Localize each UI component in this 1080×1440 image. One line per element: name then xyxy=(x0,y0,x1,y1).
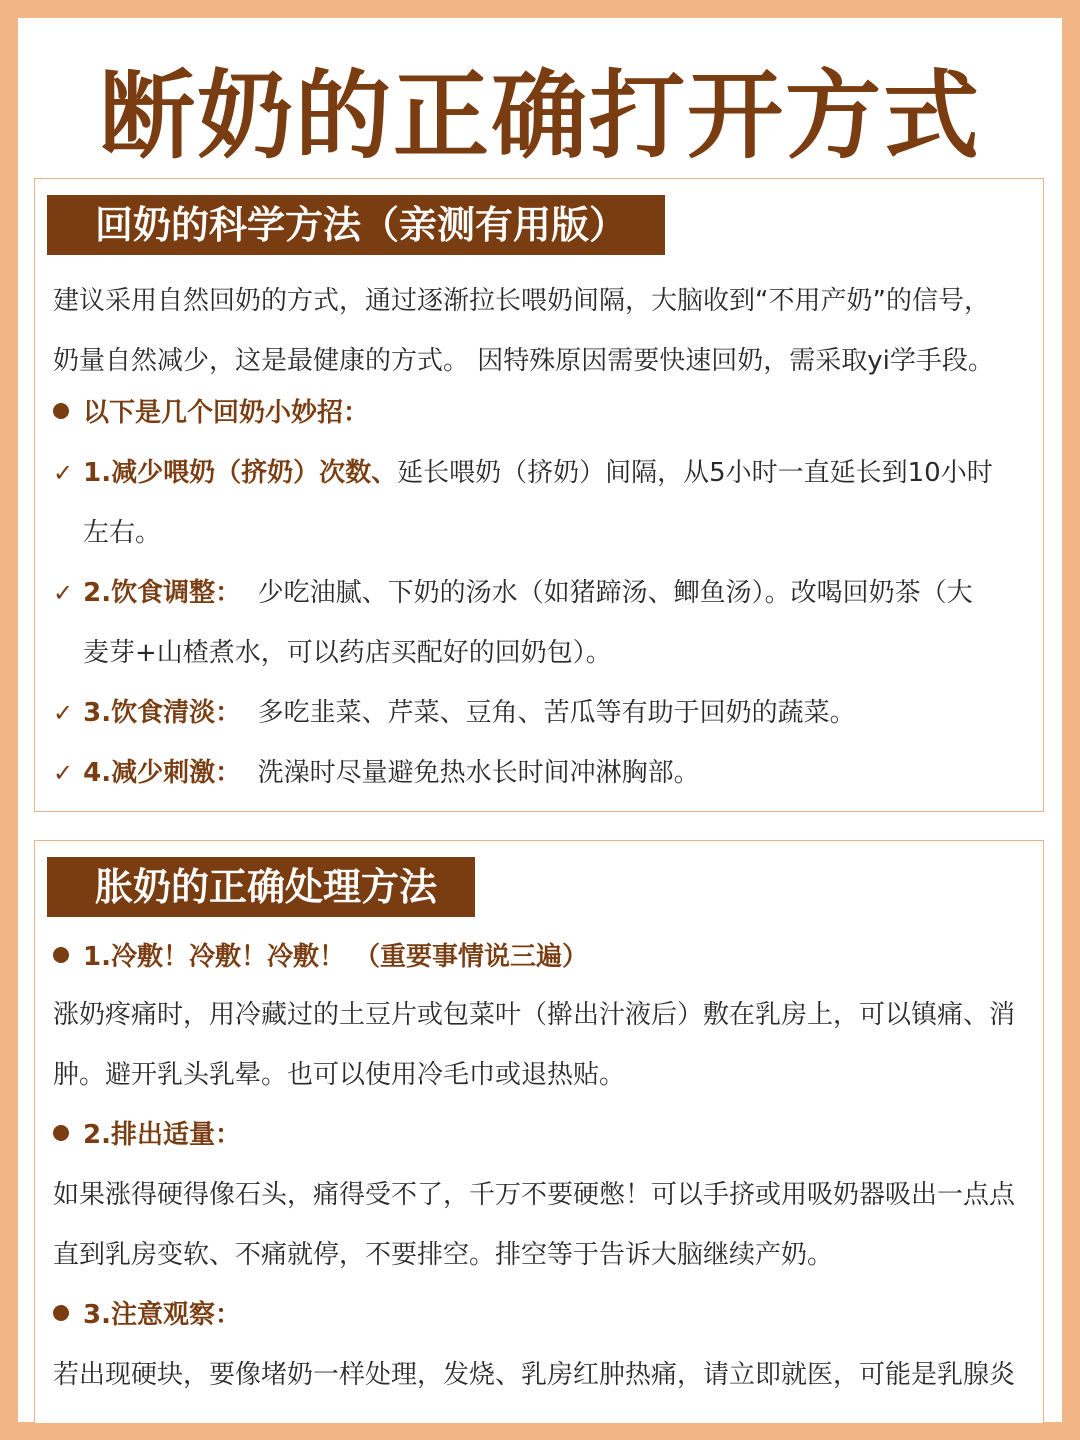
tip-text: 少吃油腻、下奶的汤水（如猪蹄汤、鲫鱼汤）。改喝回奶茶（大 xyxy=(257,578,973,608)
tip-label: 2.饮食调整： xyxy=(83,578,242,608)
bullet-dot-icon xyxy=(53,403,69,419)
item-heading-text: 2.排出适量： xyxy=(83,1120,241,1150)
tip-item xyxy=(53,575,1033,611)
section-card-weaning xyxy=(34,178,1044,812)
page-title: 断奶的正确打开方式 xyxy=(99,60,981,172)
tip-label: 3.饮食清淡： xyxy=(83,698,242,728)
tip-item xyxy=(53,695,1033,731)
item-text: 直到乳房变软、不痛就停，不要排空。排空等于告诉大脑继续产奶。 xyxy=(53,1240,834,1270)
tip-label: 1.减少喂奶（挤奶）次数、 xyxy=(83,458,398,488)
page xyxy=(18,18,1062,1422)
tips-heading-text: 以下是几个回奶小妙招： xyxy=(83,398,370,428)
intro-line: 奶量自然减少，这是最健康的方式。 因特殊原因需要快速回奶，需采取yi学手段。 xyxy=(53,346,994,376)
item-text: 若出现硬块，要像堵奶一样处理，发烧、乳房红肿热痛，请立即就医，可能是乳腺炎 xyxy=(53,1360,1016,1390)
item-heading xyxy=(53,1117,1033,1153)
section-card-engorgement xyxy=(34,840,1044,1423)
bullet-dot-icon xyxy=(53,1305,69,1321)
tip-text: 洗澡时尽量避免热水长时间冲淋胸部。 xyxy=(257,758,700,788)
item-heading xyxy=(53,939,1033,975)
tip-item xyxy=(53,755,1033,791)
tips-heading xyxy=(53,395,1033,431)
item-heading-text: 3.注意观察： xyxy=(83,1300,241,1330)
item-text: 如果涨得硬得像石头，痛得受不了，千万不要硬憋！可以手挤或用吸奶器吸出一点点 xyxy=(53,1180,1016,1210)
item-heading-text: 1.冷敷！冷敷！冷敷！ （重要事情说三遍） xyxy=(83,942,589,972)
intro-line: 建议采用自然回奶的方式，通过逐渐拉长喂奶间隔，大脑收到“不用产奶”的信号， xyxy=(53,286,990,316)
section-heading-banner: 回奶的科学方法（亲测有用版） xyxy=(47,195,665,255)
tip-item xyxy=(53,455,1033,491)
tip-text: 延长喂奶（挤奶）间隔，从5小时一直延长到10小时 xyxy=(397,458,993,488)
item-text: 涨奶疼痛时，用冷藏过的土豆片或包菜叶（擀出汁液后）敷在乳房上，可以镇痛、消 xyxy=(53,1000,1016,1030)
item-text: 肿。避开乳头乳晕。也可以使用冷毛巾或退热贴。 xyxy=(53,1060,626,1090)
section-heading-banner: 胀奶的正确处理方法 xyxy=(47,857,475,917)
check-icon: ✓ xyxy=(53,579,74,607)
tip-text-continued: 左右。 xyxy=(83,518,162,548)
tip-text: 多吃韭菜、芹菜、豆角、苦瓜等有助于回奶的蔬菜。 xyxy=(257,698,856,728)
tip-label: 4.减少刺激： xyxy=(83,758,242,788)
check-icon: ✓ xyxy=(53,699,74,727)
bullet-dot-icon xyxy=(53,1125,69,1141)
bullet-dot-icon xyxy=(53,947,69,963)
check-icon: ✓ xyxy=(53,759,74,787)
check-icon: ✓ xyxy=(53,459,74,487)
item-heading xyxy=(53,1297,1033,1333)
tip-text-continued: 麦芽+山楂煮水，可以药店买配好的回奶包）。 xyxy=(83,638,612,668)
